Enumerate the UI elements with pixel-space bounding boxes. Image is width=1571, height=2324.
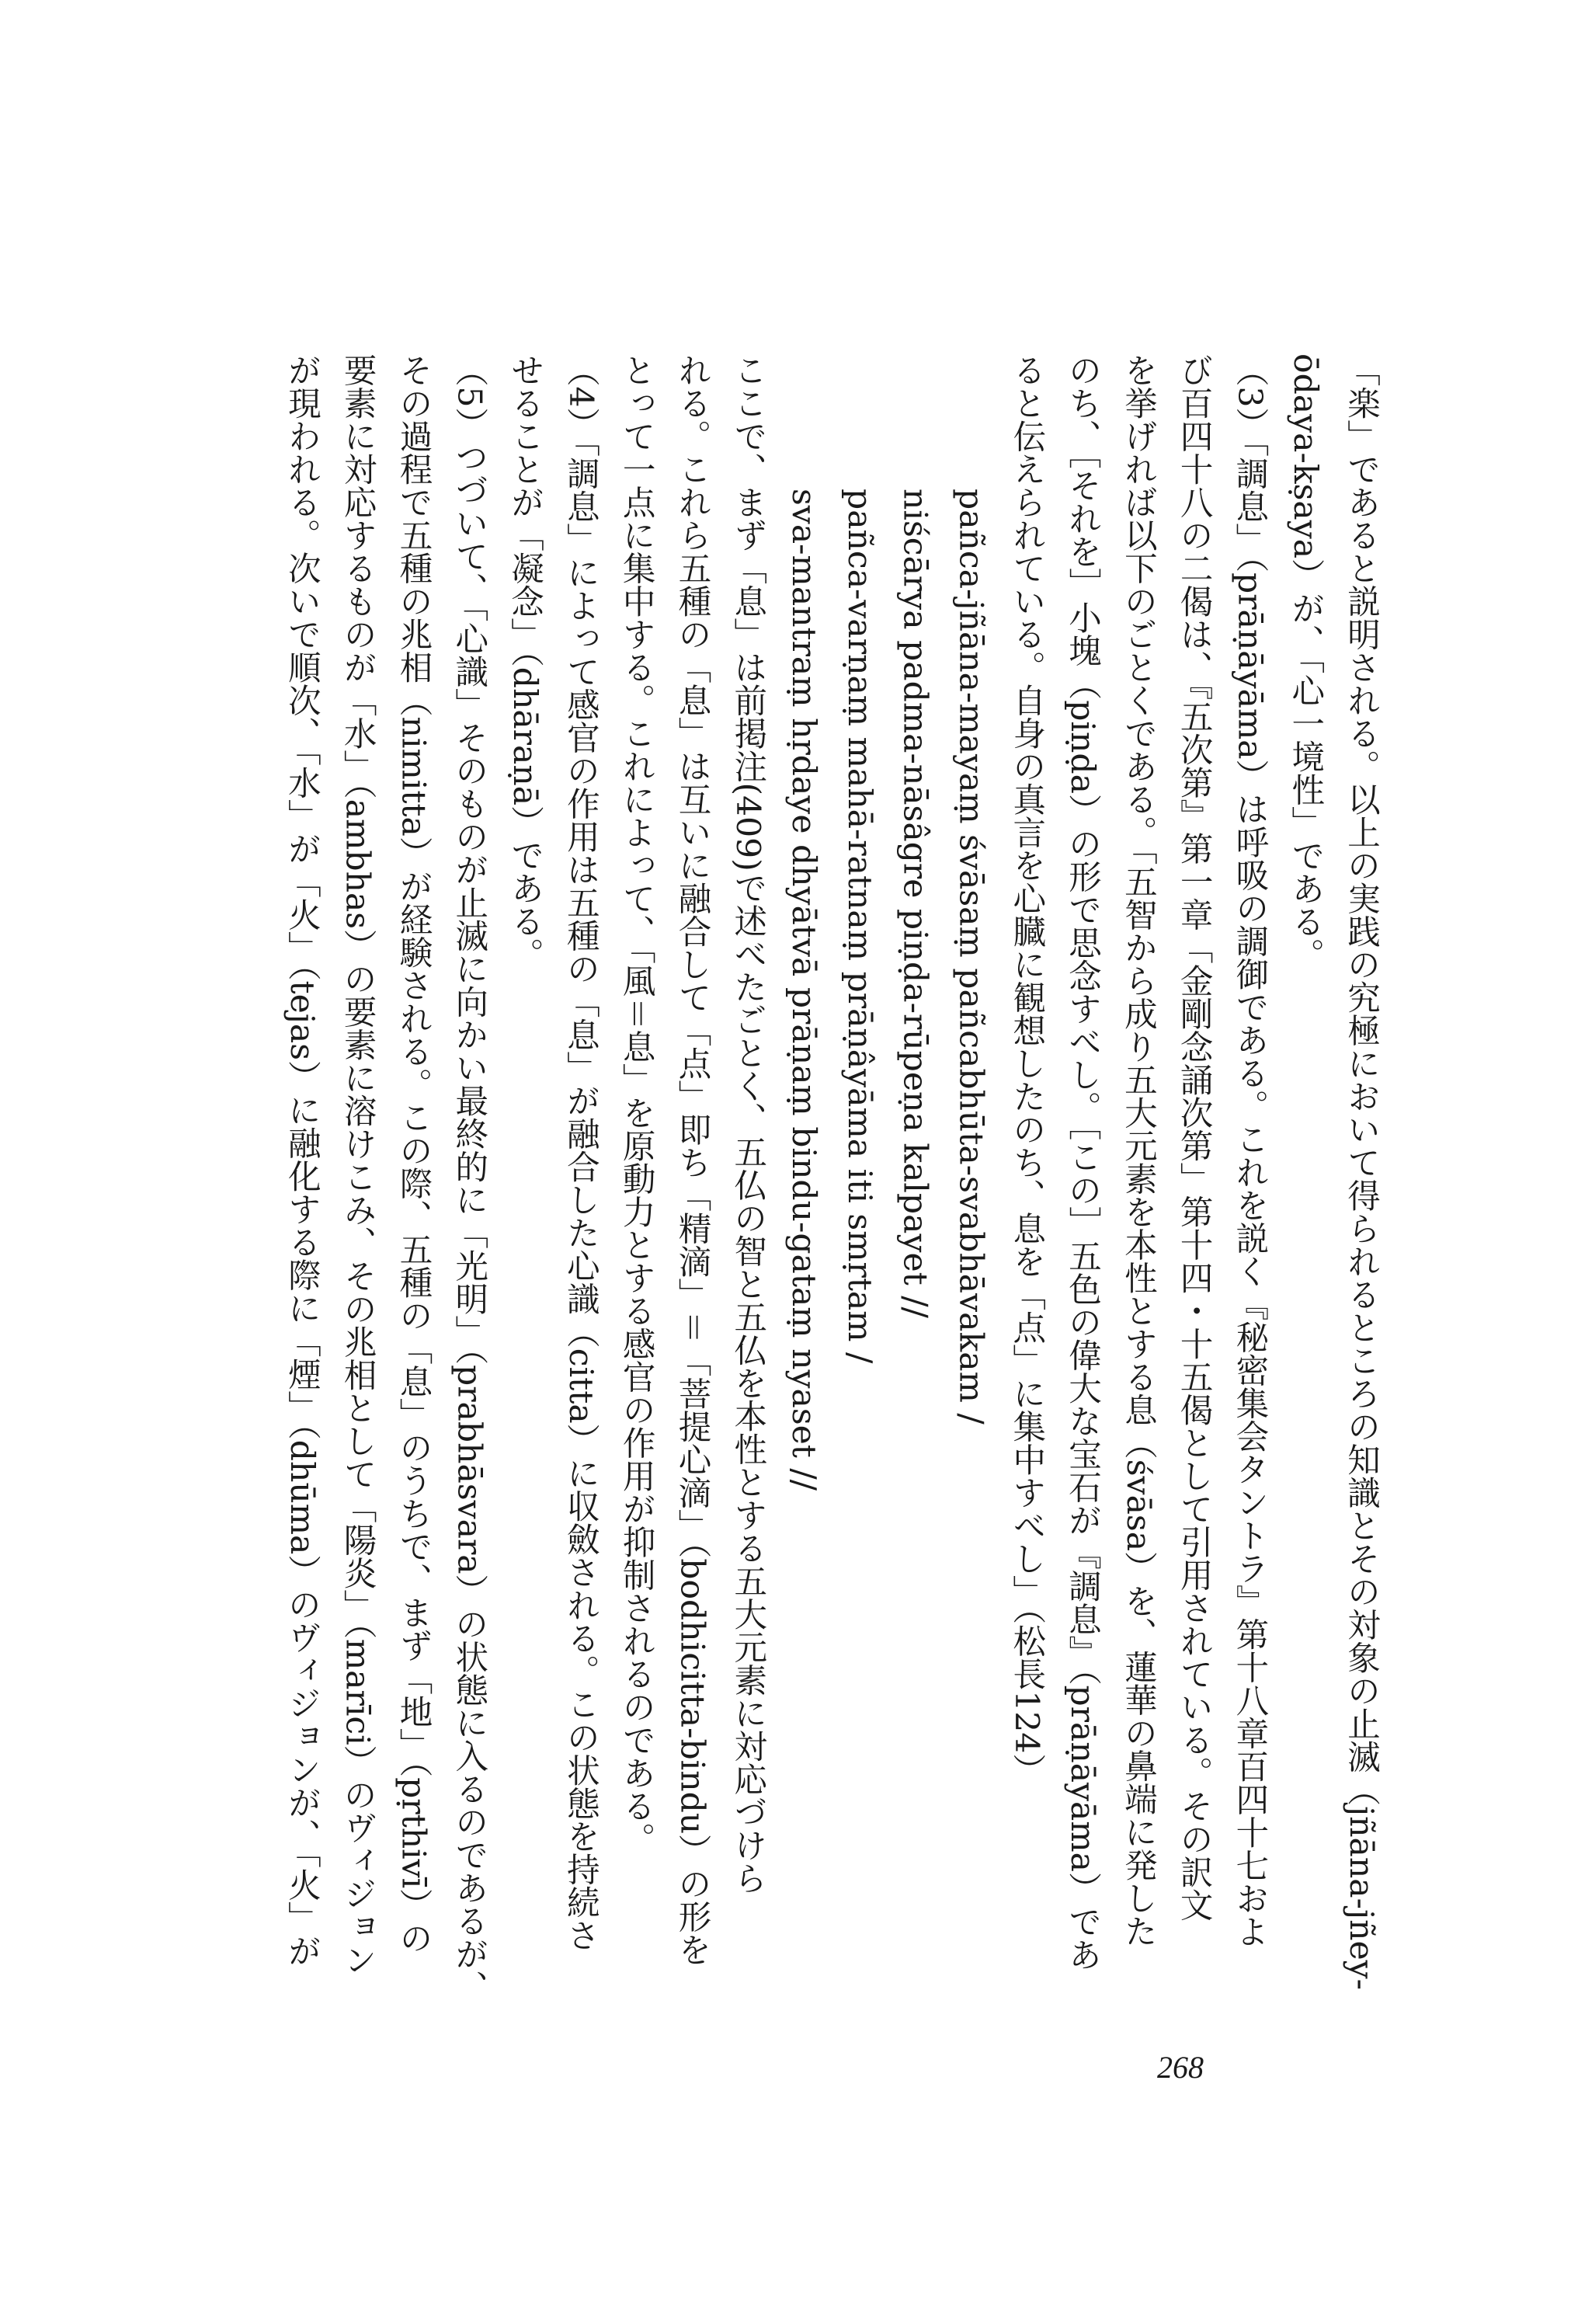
text-line: が現われる。次いで順次、「水」が「火」（tejas）に融化する際に「煙」（dhūma）のヴィジョンが、「火」が bbox=[282, 353, 321, 1967]
text-line: 要素に対応するものが「水」（ambhas）の要素に溶けこみ、その兆相として「陽炎」（marīci）のヴィジョン bbox=[338, 353, 377, 1977]
text-line: ここで、まず「息」は前掲注(409)で述べたごとく、五仏の智と五仏を本性とする五大元素に対応づけら bbox=[728, 353, 767, 1895]
page-number: 268 bbox=[1157, 2050, 1204, 2085]
text-line: （3）「調息」（prāṇāyāma）は呼吸の調御である。これを説く『秘密集会タントラ』第十八章百四十七およ bbox=[1230, 353, 1269, 1948]
text-line: ると伝えられている。自身の真言を心臓に観想したのち、息を「点」に集中すべし」（松長124） bbox=[1007, 353, 1046, 1786]
text-line: （4）「調息」によって感官の作用は五種の「息」が融合した心識（citta）に収斂される。この状態を持続さ bbox=[561, 353, 600, 1952]
text-line: れる。これら五種の「息」は互いに融合して「点」即ち「精滴」＝「菩提心滴」（bodhicitta-bindu）の形を bbox=[673, 353, 711, 1967]
text-line: のち、［それを］小塊（piṇḍa）の形で思念すべし。［この］五色の偉大な宝石が『調息』（prāṇāyāma）であ bbox=[1063, 353, 1102, 1971]
text-line: 「楽」であると説明される。以上の実践の究極において得られるところの知識とその対象の止滅（jñāna-jñey- bbox=[1342, 353, 1380, 1991]
text-line: び百四十八の二偈は、『五次第』第一章「金剛念誦次第」第十四・十五偈として引用されている。その訳文 bbox=[1174, 353, 1213, 1922]
verse-line: niścārya padma-nāsâgre piṇḍa-rūpeṇa kalpayet // bbox=[895, 489, 934, 1318]
text-line: その過程で五種の兆相（nimitta）が経験される。この際、五種の「息」のうちで、まず「地」（pṛthivī）の bbox=[394, 353, 433, 1955]
text-line: ōdaya-kṣaya）が、「心一境性」である。 bbox=[1286, 353, 1325, 972]
text-line: を挙げれば以下のごとくである。「五智から成り五大元素を本性とする息（śvāsa）を、蓮華の鼻端に発した bbox=[1118, 353, 1157, 1948]
text-line: せることが「凝念」（dhāraṇā）である。 bbox=[506, 353, 544, 971]
text-line: （5）つづいて、「心識」そのものが止滅に向かい最終的に「光明」（prabhāsvara）の状態に入るのであるが、 bbox=[450, 353, 488, 2004]
verse-line: sva-mantraṃ hṛdaye dhyātvā prāṇaṃ bindu-gataṃ nyaset // bbox=[784, 489, 823, 1491]
verse-line: pañca-varṇaṃ mahā-ratnaṃ prāṇâyāma iti smṛtam / bbox=[839, 489, 878, 1364]
vertical-text-block bbox=[273, 353, 1389, 2012]
verse-line: pañca-jñāna-mayaṃ śvāsaṃ pañcabhūta-svabhāvakam / bbox=[951, 489, 990, 1425]
text-line: とって一点に集中する。これによって、「風＝息」を原動力とする感官の作用が抑制されるのである。 bbox=[617, 353, 655, 1856]
